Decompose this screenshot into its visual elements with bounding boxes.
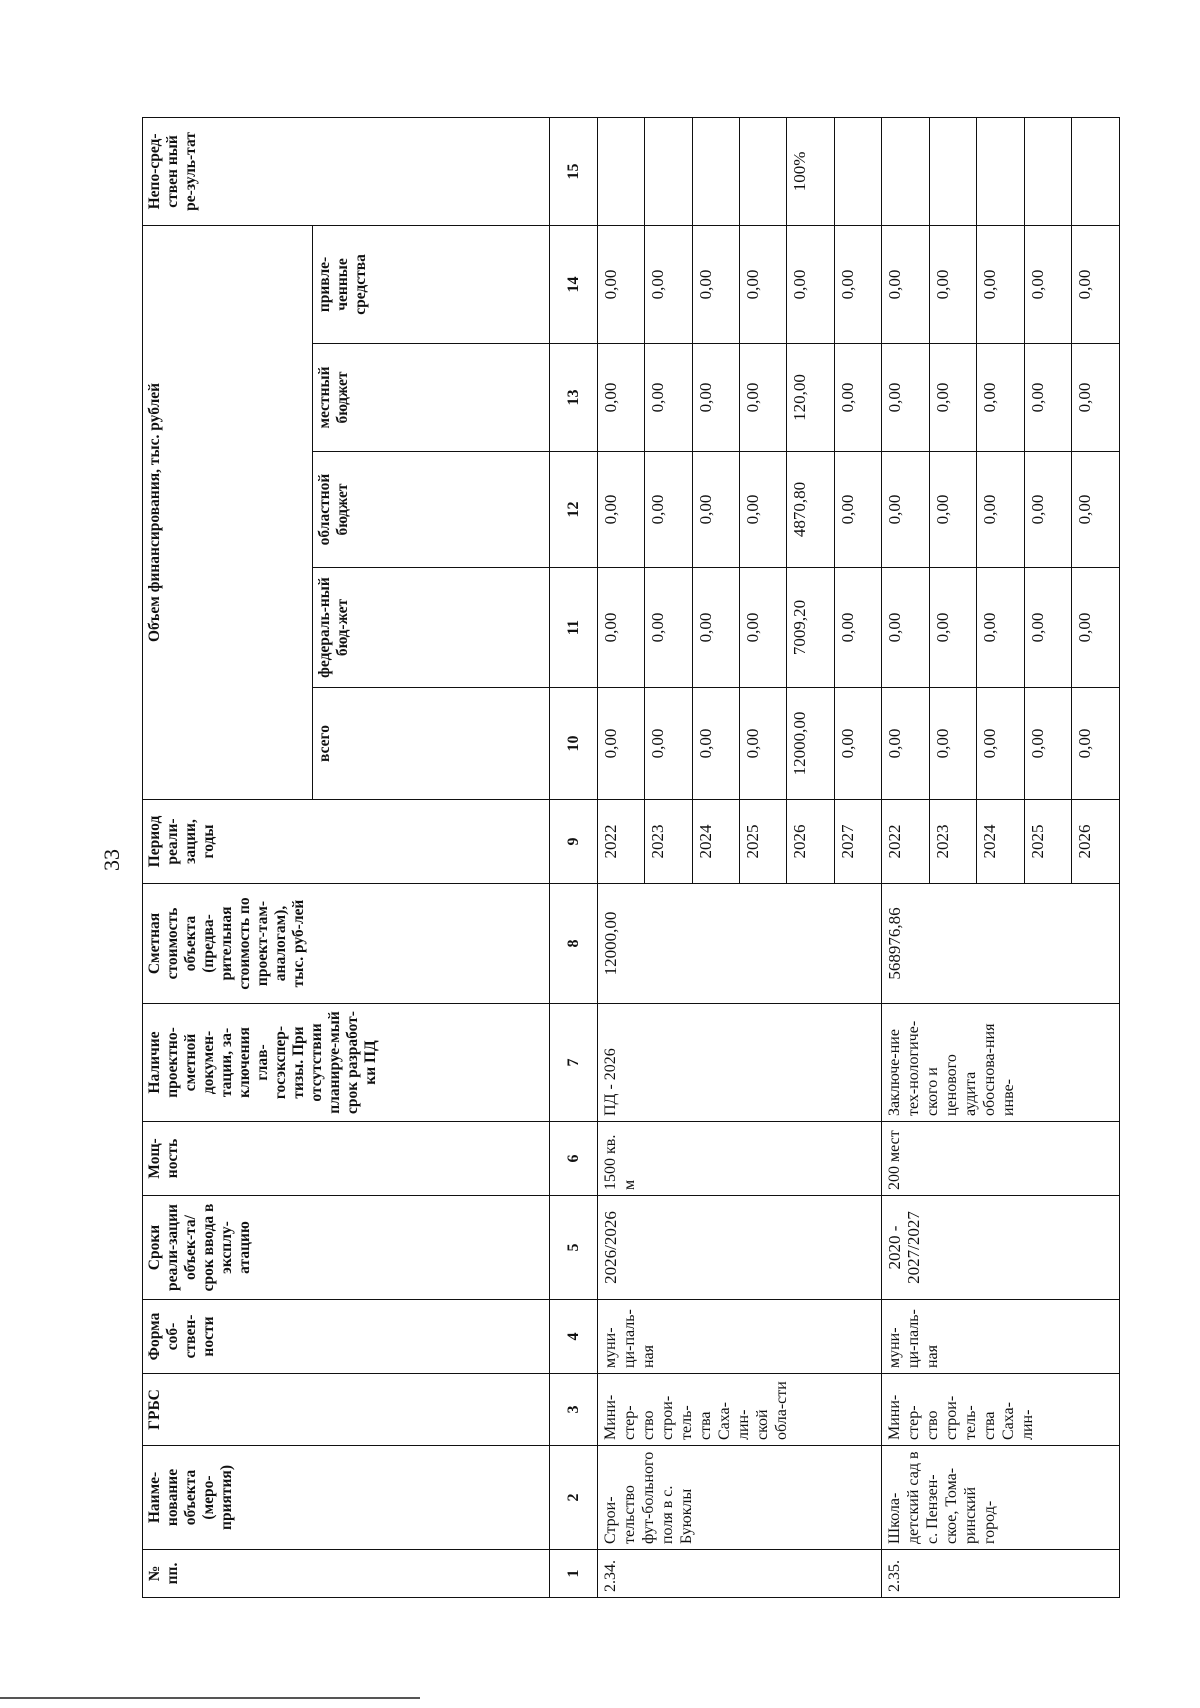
- col-header-result: Непо-сред-ствен ный ре-зуль-тат: [143, 117, 550, 225]
- col-header-total: всего: [312, 688, 549, 800]
- object-power: 1500 кв. м: [597, 1122, 882, 1196]
- attracted-cell: 0,00: [834, 225, 881, 343]
- result-cell: [692, 117, 739, 225]
- year-cell: 2025: [740, 800, 787, 884]
- local-cell: 0,00: [645, 344, 692, 452]
- federal-cell: 0,00: [597, 568, 644, 688]
- year-cell: 2022: [597, 800, 644, 884]
- regional-cell: 0,00: [1072, 452, 1120, 568]
- local-cell: 0,00: [929, 344, 976, 452]
- col-number: 11: [550, 568, 597, 688]
- federal-cell: 0,00: [929, 568, 976, 688]
- col-number: 1: [550, 1550, 597, 1598]
- federal-cell: 0,00: [834, 568, 881, 688]
- object-power: 200 мест: [882, 1122, 1120, 1196]
- regional-cell: 0,00: [929, 452, 976, 568]
- col-number: 13: [550, 344, 597, 452]
- year-cell: 2022: [882, 800, 929, 884]
- local-cell: 0,00: [740, 344, 787, 452]
- federal-cell: 0,00: [882, 568, 929, 688]
- local-cell: 0,00: [1072, 344, 1120, 452]
- attracted-cell: 0,00: [929, 225, 976, 343]
- col-header-no: № пп.: [143, 1550, 550, 1598]
- object-documentation: Заключе-ние тех-нологиче-ского и ценового аудита обоснова-ния инве-: [882, 1004, 1120, 1122]
- federal-cell: 0,00: [645, 568, 692, 688]
- regional-cell: 0,00: [597, 452, 644, 568]
- result-cell: [1072, 117, 1120, 225]
- object-number: 2.35.: [882, 1550, 1120, 1598]
- object-cost: 568976,86: [882, 884, 1120, 1004]
- local-cell: 0,00: [834, 344, 881, 452]
- rotated-table-wrapper: [142, 118, 1120, 1598]
- col-header-funding: Объем финансирования, тыс. рублей: [143, 225, 313, 799]
- col-number: 8: [550, 884, 597, 1004]
- col-header-period: Период реали-зации, годы: [143, 800, 550, 884]
- col-header-local: местный бюджет: [312, 344, 549, 452]
- attracted-cell: 0,00: [977, 225, 1024, 343]
- federal-cell: 0,00: [692, 568, 739, 688]
- table-row: [597, 117, 644, 1597]
- local-cell: 0,00: [977, 344, 1024, 452]
- attracted-cell: 0,00: [740, 225, 787, 343]
- total-cell: 0,00: [692, 688, 739, 800]
- object-grbs: Мини-стер-ство строи-тель-ства Саха-лин-: [882, 1374, 1120, 1446]
- year-cell: 2026: [787, 800, 834, 884]
- col-number: 15: [550, 117, 597, 225]
- total-cell: 0,00: [1072, 688, 1120, 800]
- scan-artifact-line: [0, 1697, 420, 1699]
- regional-cell: 0,00: [692, 452, 739, 568]
- result-cell: [740, 117, 787, 225]
- regional-cell: 0,00: [1024, 452, 1071, 568]
- object-grbs: Мини-стер-ство строи-тель-ства Саха-лин-ской обла-сти: [597, 1374, 882, 1446]
- total-cell: 12000,00: [787, 688, 834, 800]
- year-cell: 2024: [692, 800, 739, 884]
- result-cell: [597, 117, 644, 225]
- col-header-federal: федераль-ный бюд-жет: [312, 568, 549, 688]
- year-cell: 2023: [645, 800, 692, 884]
- local-cell: 0,00: [597, 344, 644, 452]
- regional-cell: 0,00: [740, 452, 787, 568]
- col-number: 9: [550, 800, 597, 884]
- regional-cell: 0,00: [645, 452, 692, 568]
- object-name: Школа-детский сад в с. Пензен-ское, Тома-ринский город-: [882, 1446, 1120, 1550]
- local-cell: 0,00: [692, 344, 739, 452]
- federal-cell: 0,00: [977, 568, 1024, 688]
- result-cell: [834, 117, 881, 225]
- result-cell: [929, 117, 976, 225]
- attracted-cell: 0,00: [882, 225, 929, 343]
- attracted-cell: 0,00: [692, 225, 739, 343]
- federal-cell: 7009,20: [787, 568, 834, 688]
- header-row: [143, 117, 313, 1597]
- col-number: 5: [550, 1196, 597, 1300]
- regional-cell: 0,00: [977, 452, 1024, 568]
- col-header-term: Сроки реали-зации объек-та/срок ввода в эксплу-атацию: [143, 1196, 550, 1300]
- local-cell: 0,00: [882, 344, 929, 452]
- col-header-regional: областной бюджет: [312, 452, 549, 568]
- financing-table: [142, 117, 1120, 1598]
- result-cell: [645, 117, 692, 225]
- federal-cell: 0,00: [740, 568, 787, 688]
- total-cell: 0,00: [977, 688, 1024, 800]
- total-cell: 0,00: [597, 688, 644, 800]
- col-number: 4: [550, 1300, 597, 1374]
- object-number: 2.34.: [597, 1550, 882, 1598]
- page-number: 33: [99, 849, 124, 871]
- regional-cell: 0,00: [882, 452, 929, 568]
- year-cell: 2024: [977, 800, 1024, 884]
- total-cell: 0,00: [740, 688, 787, 800]
- table-row: [882, 117, 929, 1597]
- local-cell: 0,00: [1024, 344, 1071, 452]
- object-term: 2020 - 2027/2027: [882, 1196, 1120, 1300]
- object-ownership: муни-ци-паль-ная: [597, 1300, 882, 1374]
- attracted-cell: 0,00: [787, 225, 834, 343]
- col-number: 7: [550, 1004, 597, 1122]
- col-header-cost: Сметная стоимость объекта (предва-рительная стоимость по проект-там-аналогам), тыс. руб-лей: [143, 884, 550, 1004]
- total-cell: 0,00: [1024, 688, 1071, 800]
- year-cell: 2025: [1024, 800, 1071, 884]
- object-ownership: муни-ци-паль-ная: [882, 1300, 1120, 1374]
- col-header-power: Мощ-ность: [143, 1122, 550, 1196]
- total-cell: 0,00: [882, 688, 929, 800]
- attracted-cell: 0,00: [645, 225, 692, 343]
- result-cell: [977, 117, 1024, 225]
- col-header-attracted: привле-ченные средства: [312, 225, 549, 343]
- object-term: 2026/2026: [597, 1196, 882, 1300]
- col-header-documentation: Наличие проектно-сметной докумен-тации, за-ключения глав-госэкспер-тизы. При отсутствии планируе-мый срок разработ-ки ПД: [143, 1004, 550, 1122]
- total-cell: 0,00: [834, 688, 881, 800]
- attracted-cell: 0,00: [597, 225, 644, 343]
- column-number-row: [550, 117, 597, 1597]
- col-header-name: Наиме-нование объекта (меро-приятия): [143, 1446, 550, 1550]
- year-cell: 2023: [929, 800, 976, 884]
- result-cell: 100%: [787, 117, 834, 225]
- object-documentation: ПД - 2026: [597, 1004, 882, 1122]
- attracted-cell: 0,00: [1072, 225, 1120, 343]
- col-number: 12: [550, 452, 597, 568]
- object-name: Строи-тельство фут-больного поля в с. Буюклы: [597, 1446, 882, 1550]
- col-number: 3: [550, 1374, 597, 1446]
- col-number: 10: [550, 688, 597, 800]
- result-cell: [1024, 117, 1071, 225]
- regional-cell: 0,00: [834, 452, 881, 568]
- local-cell: 120,00: [787, 344, 834, 452]
- col-number: 14: [550, 225, 597, 343]
- total-cell: 0,00: [929, 688, 976, 800]
- col-header-grbs: ГРБС: [143, 1374, 550, 1446]
- year-cell: 2026: [1072, 800, 1120, 884]
- total-cell: 0,00: [645, 688, 692, 800]
- col-header-ownership: Форма соб-ствен-ности: [143, 1300, 550, 1374]
- federal-cell: 0,00: [1072, 568, 1120, 688]
- result-cell: [882, 117, 929, 225]
- object-cost: 12000,00: [597, 884, 882, 1004]
- year-cell: 2027: [834, 800, 881, 884]
- col-number: 6: [550, 1122, 597, 1196]
- federal-cell: 0,00: [1024, 568, 1071, 688]
- col-number: 2: [550, 1446, 597, 1550]
- attracted-cell: 0,00: [1024, 225, 1071, 343]
- regional-cell: 4870,80: [787, 452, 834, 568]
